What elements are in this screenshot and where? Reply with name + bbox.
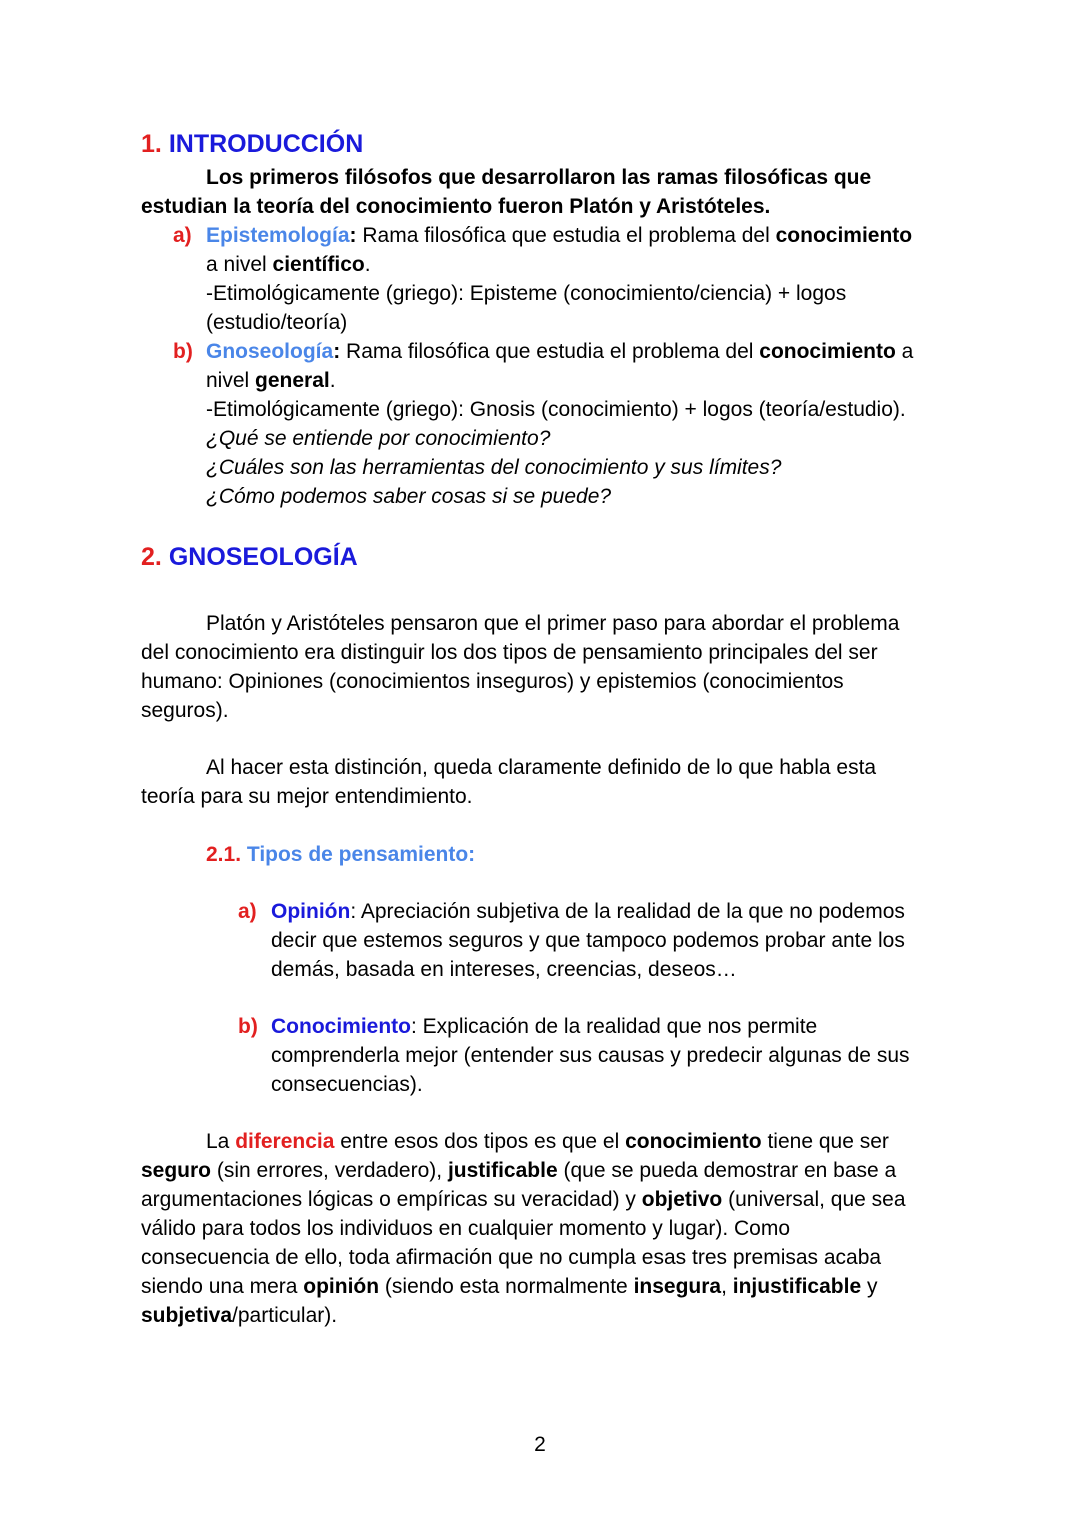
text: argumentaciones lógicas o empíricas su veracidad) y xyxy=(141,1188,642,1211)
diff-line-2 xyxy=(141,1156,896,1185)
type-marker-b: b) xyxy=(238,1015,258,1038)
epistemologia-line-2 xyxy=(206,250,371,279)
text: : Apreciación subjetiva de la realidad de la que no podemos xyxy=(350,900,905,923)
highlight-diferencia: diferencia xyxy=(235,1130,335,1153)
term-conocimiento: Conocimiento xyxy=(271,1015,411,1038)
conocimiento-line-2: comprenderla mejor (entender sus causas y predecir algunas de sus xyxy=(271,1044,910,1067)
bold-word: opinión xyxy=(303,1275,380,1298)
bold-word: científico xyxy=(272,253,365,276)
question-2: ¿Cuáles son las herramientas del conocimiento y sus límites? xyxy=(206,456,782,479)
text: siendo una mera xyxy=(141,1275,304,1298)
gnoseologia-etymology: -Etimológicamente (griego): Gnosis (conocimiento) + logos (teoría/estudio). xyxy=(206,398,906,421)
text: a nivel xyxy=(206,253,273,276)
opinion-line-2: decir que estemos seguros y que tampoco podemos probar ante los xyxy=(271,929,905,952)
term-epistemologia: Epistemología xyxy=(206,224,350,247)
intro-bold-line-2: estudian la teoría del conocimiento fueron Platón y Aristóteles. xyxy=(141,195,771,218)
diff-line-4: válido para todos los individuos en cualquier momento y lugar). Como xyxy=(141,1217,791,1240)
text: La xyxy=(206,1130,236,1153)
type-marker-a: a) xyxy=(238,900,257,923)
bold-word: insegura xyxy=(633,1275,722,1298)
paragraph-1-line-2: del conocimiento era distinguir los dos tipos de pensamiento principales del ser xyxy=(141,641,878,664)
bold-word: subjetiva xyxy=(141,1304,233,1327)
question-1: ¿Qué se entiende por conocimiento? xyxy=(206,427,551,450)
section-title: GNOSEOLOGÍA xyxy=(168,543,358,571)
conocimiento-line-3: consecuencias). xyxy=(271,1073,423,1096)
text: : Explicación de la realidad que nos permite xyxy=(411,1015,818,1038)
text: (universal, que sea xyxy=(722,1188,906,1211)
bold-word: objetivo xyxy=(641,1188,723,1211)
diff-line-7 xyxy=(141,1301,337,1330)
bold-word: conocimiento xyxy=(625,1130,762,1153)
text: tiene que ser xyxy=(761,1130,889,1153)
subsection-number: 2.1. xyxy=(206,843,242,866)
opinion-line-3: demás, basada en intereses, creencias, deseos… xyxy=(271,958,737,981)
colon: : xyxy=(333,340,341,363)
term-opinion: Opinión xyxy=(271,900,351,923)
text: (que se pueda demostrar en base a xyxy=(557,1159,897,1182)
colon: : xyxy=(349,224,357,247)
definition-end: a xyxy=(895,340,914,363)
diff-line-1 xyxy=(206,1127,889,1156)
subsection-title: Tipos de pensamiento: xyxy=(241,843,476,866)
definition-bold: conocimiento xyxy=(775,224,913,247)
bold-word: injustificable xyxy=(732,1275,862,1298)
text: /particular). xyxy=(232,1304,338,1327)
bold-word: seguro xyxy=(141,1159,212,1182)
section-title: INTRODUCCIÓN xyxy=(168,130,364,158)
paragraph-2-line-1: Al hacer esta distinción, queda claramente definido de lo que habla esta xyxy=(206,756,877,779)
gnoseologia-line-2 xyxy=(206,366,336,395)
diff-line-5: consecuencia de ello, toda afirmación que no cumpla esas tres premisas acaba xyxy=(141,1246,882,1269)
definition-text: Rama filosófica que estudia el problema del xyxy=(340,340,760,363)
epistemologia-definition xyxy=(206,221,912,250)
section-number: 1. xyxy=(141,130,162,158)
paragraph-2-line-2: teoría para su mejor entendimiento. xyxy=(141,785,473,808)
text: y xyxy=(861,1275,878,1298)
text: nivel xyxy=(206,369,256,392)
paragraph-1-line-4: seguros). xyxy=(141,699,229,722)
bold-word: general xyxy=(255,369,330,392)
gnoseologia-definition xyxy=(206,337,913,366)
conocimiento-line-1 xyxy=(271,1012,817,1041)
epistemologia-etymology-2: (estudio/teoría) xyxy=(206,311,348,334)
text-end: . xyxy=(329,369,336,392)
text: (sin errores, verdadero), xyxy=(211,1159,448,1182)
text: entre esos dos tipos es que el xyxy=(334,1130,626,1153)
subsection-heading xyxy=(206,840,475,869)
paragraph-1-line-1: Platón y Aristóteles pensaron que el primer paso para abordar el problema xyxy=(206,612,900,635)
diff-line-3 xyxy=(141,1185,906,1214)
text-end: . xyxy=(364,253,371,276)
text: , xyxy=(721,1275,733,1298)
question-3: ¿Cómo podemos saber cosas si se puede? xyxy=(206,485,612,508)
term-gnoseologia: Gnoseología xyxy=(206,340,334,363)
epistemologia-etymology-1: -Etimológicamente (griego): Episteme (conocimiento/ciencia) + logos xyxy=(206,282,847,305)
list-marker-b: b) xyxy=(173,340,193,363)
diff-line-6 xyxy=(141,1272,877,1301)
definition-bold: conocimiento xyxy=(759,340,896,363)
page-number: 2 xyxy=(534,1433,546,1456)
bold-word: justificable xyxy=(447,1159,558,1182)
text: (siendo esta normalmente xyxy=(379,1275,634,1298)
section-heading-gnoseologia xyxy=(141,543,358,572)
definition-text: Rama filosófica que estudia el problema del xyxy=(356,224,776,247)
paragraph-1-line-3: humano: Opiniones (conocimientos inseguros) y epistemios (conocimientos xyxy=(141,670,844,693)
list-marker-a: a) xyxy=(173,224,192,247)
intro-bold-line-1: Los primeros filósofos que desarrollaron las ramas filosóficas que xyxy=(206,166,872,189)
opinion-line-1 xyxy=(271,897,905,926)
section-number: 2. xyxy=(141,543,162,571)
section-heading-introduccion xyxy=(141,130,363,159)
